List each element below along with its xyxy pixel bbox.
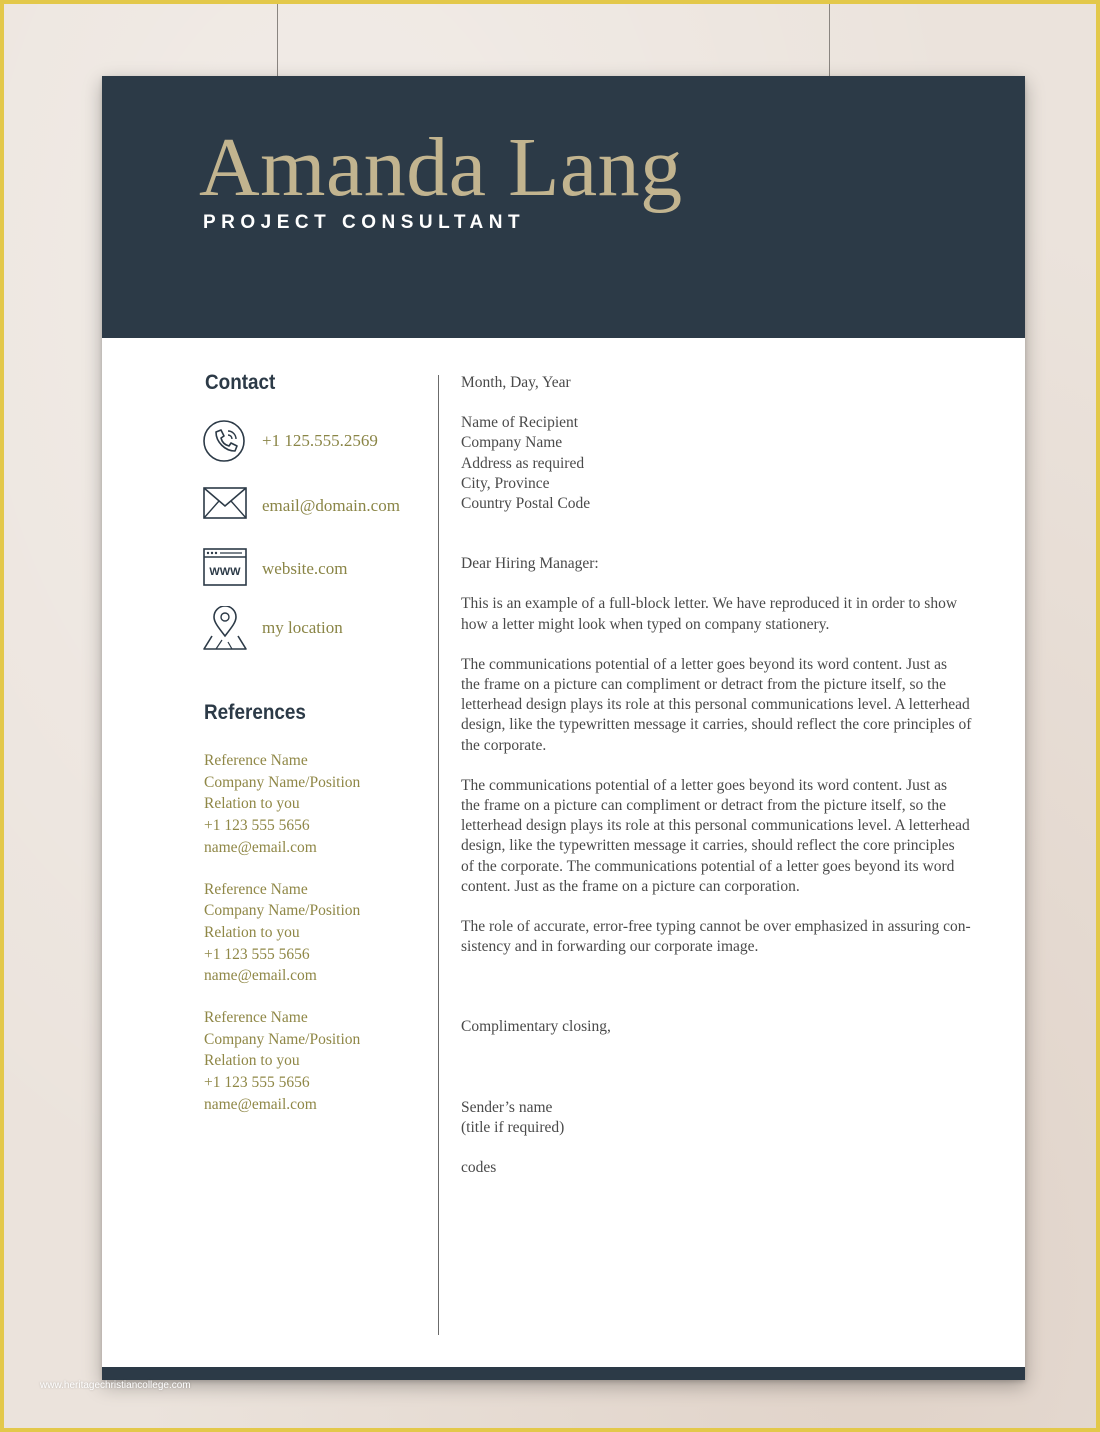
column-divider [438, 375, 439, 1335]
reference-relation: Relation to you [204, 1052, 300, 1070]
recipient-block [461, 413, 981, 514]
letter-paragraph: This is an example of a full-block letter. We have reproduced it in order to show how a letter might look when typed on company stationery. [461, 595, 958, 633]
reference-relation: Relation to you [204, 923, 300, 941]
hanging-string-right [829, 4, 830, 76]
www-icon-text: WWW [209, 566, 241, 578]
letter-paragraph: The role of accurate, error-free typing cannot be over emphasized in assuring con- sistency and in forwarding our corporate image. [461, 918, 971, 956]
sender-name: Sender’s name [461, 1098, 553, 1116]
recipient-company: Company Name [461, 434, 563, 452]
phone-icon [202, 419, 248, 465]
browser-window-icon [202, 547, 248, 593]
letter-closing: Complimentary closing, [461, 1018, 611, 1036]
letter-paragraph: The communications potential of a letter goes beyond its word content. Just as the frame on a picture can compliment or detract from the picture itself, so the letterhead design plays its role at this personal communications level. A letterhead design, like the typewritten message it carries, should reflect the core principles of the corporate. [461, 655, 972, 754]
contact-phone [202, 419, 432, 467]
location-pin-icon [202, 606, 248, 652]
contact-email [202, 484, 432, 532]
phone-value[interactable]: +1 125.555.2569 [262, 431, 378, 450]
email-value[interactable]: email@domain.com [262, 496, 400, 515]
reference-item [204, 879, 424, 988]
references-heading: References [204, 701, 306, 724]
location-value: my location [262, 618, 343, 637]
hanging-string-left [277, 4, 278, 76]
contact-heading: Contact [205, 371, 276, 394]
reference-company: Company Name/Position [204, 1030, 361, 1048]
letter-date: Month, Day, Year [461, 374, 571, 391]
reference-name: Reference Name [204, 752, 308, 769]
reference-company: Company Name/Position [204, 902, 361, 920]
contact-website [202, 547, 432, 595]
contact-location [202, 606, 432, 654]
reference-email[interactable]: name@email.com [204, 967, 317, 985]
reference-phone[interactable]: +1 123 555 5656 [204, 1074, 310, 1092]
reference-name: Reference Name [204, 1009, 308, 1027]
reference-email[interactable]: name@email.com [204, 838, 317, 856]
recipient-name: Name of Recipient [461, 414, 579, 432]
reference-name: Reference Name [204, 880, 308, 898]
reference-company: Company Name/Position [204, 773, 361, 791]
reference-item [204, 1007, 424, 1116]
envelope-icon [202, 484, 248, 530]
sender-title: (title if required) [461, 1118, 565, 1136]
reference-item [204, 750, 424, 859]
letter-paragraph: The communications potential of a letter goes beyond its word content. Just as the frame on a picture can compliment or detract from the picture itself, so the letterhead design plays its role at this personal communications level. A letterhead design, like the typewritten message it carries, should reflect the core principles of the corporate. The communications potential of a letter goes beyond its word content. Just as the frame on a picture can corporation. [461, 776, 970, 895]
letter-codes: codes [461, 1159, 497, 1177]
reference-relation: Relation to you [204, 795, 300, 813]
recipient-address: Address as required [461, 454, 585, 472]
recipient-city: City, Province [461, 474, 550, 492]
reference-phone[interactable]: +1 123 555 5656 [204, 945, 310, 963]
reference-email[interactable]: name@email.com [204, 1095, 317, 1113]
recipient-postal: Country Postal Code [461, 495, 591, 513]
reference-phone[interactable]: +1 123 555 5656 [204, 817, 310, 835]
cover-letter-body [461, 373, 981, 1178]
header-banner [102, 76, 1025, 338]
letter-salutation: Dear Hiring Manager: [461, 555, 599, 573]
resume-paper [102, 76, 1025, 1380]
website-value[interactable]: website.com [262, 559, 348, 578]
job-title: PROJECT CONSULTANT [203, 212, 526, 233]
references-list [204, 750, 424, 1136]
candidate-name: Amanda Lang [199, 121, 683, 214]
footer-bar [102, 1367, 1025, 1380]
watermark: www.heritagechristiancollege.com [40, 1380, 191, 1391]
